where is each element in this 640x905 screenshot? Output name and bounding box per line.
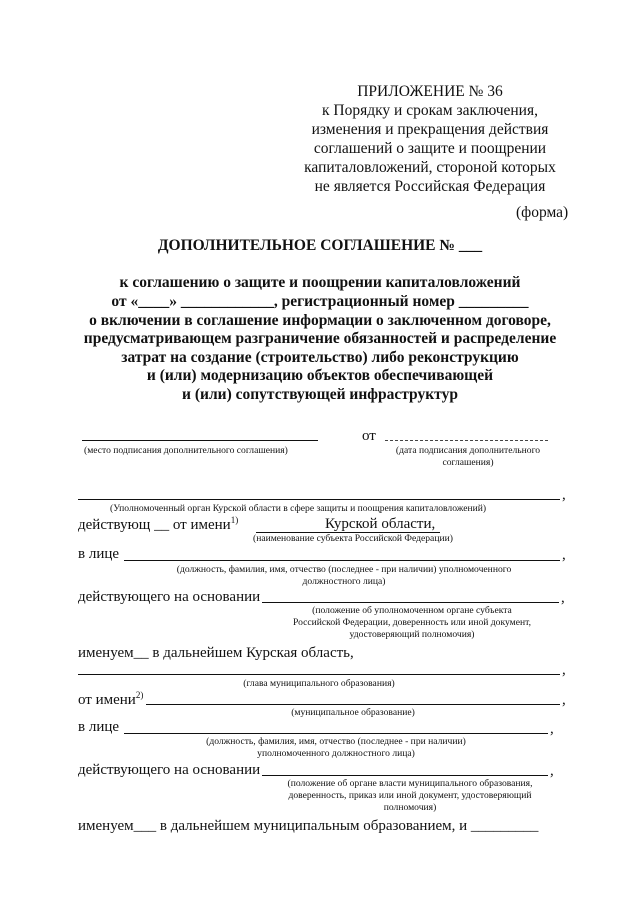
organ-line (78, 499, 560, 500)
date-caption: соглашения) (442, 457, 494, 468)
basis2-line (262, 775, 548, 776)
title-subline: о включении в соглашение информации о заключенном договоре, (89, 312, 551, 329)
in-person2-label: в лице (78, 719, 120, 735)
document-title: ДОПОЛНИТЕЛЬНОЕ СОГЛАШЕНИЕ № ___ (157, 237, 483, 254)
date-ot-label: от (362, 428, 376, 444)
comma: , (562, 487, 566, 503)
title-subline: предусматривающем разграничение обязанностей и распределение (83, 330, 557, 347)
appendix-line: соглашений о защите и поощрении (313, 140, 547, 157)
basis2-caption: доверенность, приказ или иной документ, удостоверяющий (288, 790, 532, 801)
appendix-line: изменения и прекращения действия (311, 121, 549, 138)
basis2-caption: (положение об органе власти муниципального образования, (287, 778, 533, 789)
place-caption: (место подписания дополнительного соглашения) (84, 445, 288, 456)
title-subline: и (или) сопутствующей инфраструктур (182, 386, 458, 403)
acting-basis2-label: действующего на основании (78, 762, 261, 778)
named-region: именуем__ в дальнейшем Курская область, (78, 645, 354, 661)
person2-caption: (должность, фамилия, имя, отчество (последнее - при наличии) (206, 736, 466, 747)
comma: , (550, 763, 554, 779)
muni-caption: (муниципальное образование) (291, 707, 415, 718)
comma: , (550, 721, 554, 737)
on-behalf-label: от имени$^{2)}$ (78, 690, 144, 708)
acting-label: действующ __ от имени$^{1)}$ (78, 515, 239, 533)
named-muni: именуем___ в дальнейшем муниципальным образованием, и _________ (78, 818, 539, 834)
comma: , (562, 662, 566, 678)
comma: , (562, 692, 566, 708)
date-caption: (дата подписания дополнительного (395, 445, 541, 456)
title-subline: от «____» ____________, регистрационный номер _________ (111, 293, 529, 310)
person-caption: должностного лица) (302, 576, 386, 587)
title-subline: к соглашению о защите и поощрении капиталовложений (119, 274, 521, 291)
in-person-label: в лице (78, 546, 120, 562)
acting-basis-label: действующего на основании (78, 589, 261, 605)
basis2-caption: полномочия) (383, 802, 437, 813)
appendix-title: ПРИЛОЖЕНИЕ № 36 (357, 83, 503, 100)
organ-caption: (Уполномоченный орган Курской области в сфере защиты и поощрения капиталовложений) (110, 503, 487, 514)
comma: , (561, 590, 565, 606)
title-subline: и (или) модернизацию объектов обеспечивающей (146, 367, 494, 384)
date-line (385, 440, 548, 441)
comma: , (562, 547, 566, 563)
appendix-line: капиталовложений, стороной которых (304, 159, 556, 176)
muni-line (146, 704, 560, 705)
person2-caption: уполномоченного должностного лица) (257, 748, 415, 759)
appendix-line: к Порядку и срокам заключения, (322, 102, 538, 119)
person-line (124, 560, 560, 561)
head-line (78, 674, 560, 675)
basis-caption: Российской Федерации, доверенность или иной документ, (292, 617, 532, 628)
person-caption: (должность, фамилия, имя, отчество (последнее - при наличии) уполномоченного (176, 564, 512, 575)
place-line (82, 440, 318, 441)
person2-line (124, 733, 548, 734)
region-caption: (наименование субъекта Российской Федерации) (253, 533, 453, 544)
appendix-line: не является Российская Федерация (314, 178, 546, 195)
head-caption: (глава муниципального образования) (243, 678, 395, 689)
basis-caption: удостоверяющий полномочия) (349, 629, 475, 640)
basis-line (262, 602, 559, 603)
title-subline: затрат на создание (строительство) либо реконструкцию (121, 349, 519, 366)
region-name: Курской области, (325, 516, 436, 532)
form-label: (форма) (516, 204, 569, 221)
basis-caption: (положение об уполномоченном органе субъекта (312, 605, 512, 616)
